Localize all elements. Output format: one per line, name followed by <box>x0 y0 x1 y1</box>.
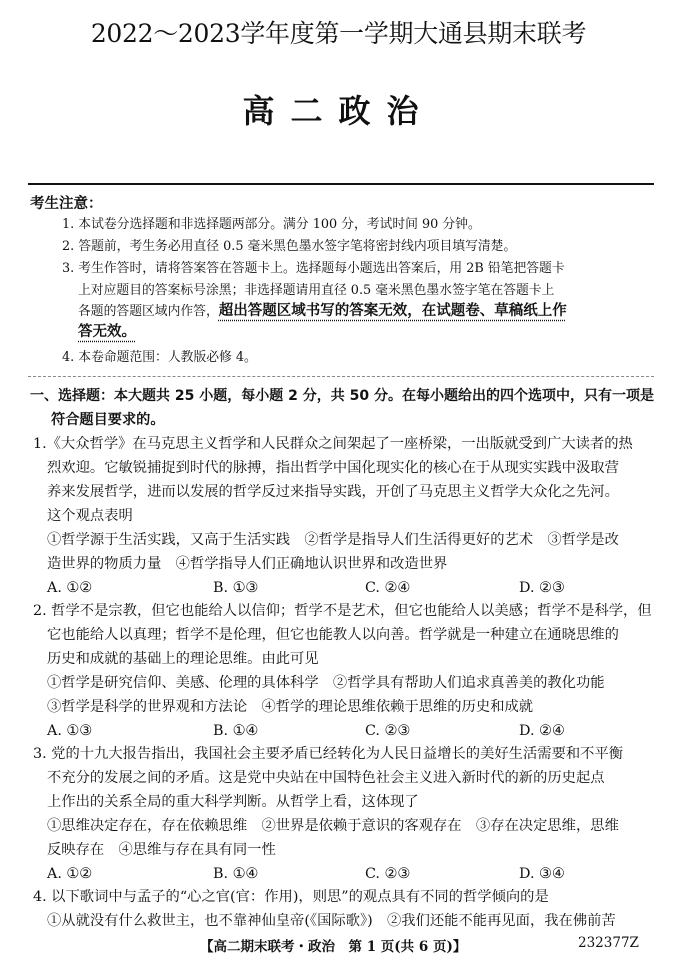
option-b: B. ①③ <box>213 580 259 596</box>
question-4-statement: ①从就没有什么救世主，也不靠神仙皇帝(《国际歌》) ②我们还能不能再见面，我在佛前苦 <box>47 913 616 929</box>
top-divider <box>28 183 654 185</box>
notice-heading: 考生注意： <box>30 196 103 212</box>
question-2-statement: ③哲学是科学的世界观和方法论 ④哲学的理论思维依赖于思维的历史和成就 <box>47 699 534 715</box>
subject-title: 高二政治 <box>242 92 435 130</box>
question-3-statement: 反映存在 ④思维与存在具有同一性 <box>47 842 276 858</box>
question-1-statement: 造世界的物质力量 ④哲学指导人们正确地认识世界和改造世界 <box>47 556 448 572</box>
option-a: A. ①③ <box>47 723 93 739</box>
notice-item-3-plain: 各题的答题区域内作答， <box>78 304 219 319</box>
question-3-statement: ①思维决定存在，存在依赖思维 ②世界是依赖于意识的客观存在 ③存在决定思维，思维 <box>47 818 619 834</box>
option-d: D. ③④ <box>519 866 565 882</box>
footer-code: 232377Z <box>578 935 639 951</box>
question-1-line: 1.《大众哲学》在马克思主义哲学和人民群众之间架起了一座桥梁，一出版就受到广大读者的热 <box>33 436 633 452</box>
question-4-line: 4. 以下歌词中与孟子的“心之官(官：作用)，则思”的观点具有不同的哲学倾向的是 <box>33 889 549 905</box>
option-b: B. ①④ <box>213 866 259 882</box>
option-b: B. ①④ <box>213 723 259 739</box>
question-3-line: 不充分的发展之间的矛盾。这是党中央站在中国特色社会主义进入新时代的新的历史起点 <box>47 770 605 786</box>
question-2-statement: ①哲学是研究信仰、美感、伦理的具体科学 ②哲学具有帮助人们追求真善美的教化功能 <box>47 675 605 691</box>
option-d: D. ②④ <box>519 723 565 739</box>
option-c: C. ②③ <box>365 723 411 739</box>
notice-item-3-emphasis: 超出答题区域书写的答案无效，在试题卷、草稿纸上作 <box>218 303 567 319</box>
option-c: C. ②③ <box>365 866 411 882</box>
notice-item-4: 4. 本卷命题范围：人教版必修 4。 <box>62 350 257 365</box>
notice-item-2: 2. 答题前，考生务必用直径 0.5 毫米黑色墨水签字笔将密封线内项目填写清楚。 <box>62 239 517 254</box>
question-2-line: 历史和成就的基础上的理论思维。由此可见 <box>47 651 319 667</box>
question-1-line: 烈欢迎。它敏锐捕捉到时代的脉搏，指出哲学中国化现实化的核心在于从现实实践中汲取营 <box>47 460 619 476</box>
section-heading-line-1: 一、选择题：本大题共 25 小题，每小题 2 分，共 50 分。在每小题给出的四个选项中，只有一项是 <box>30 388 654 404</box>
section-heading-line-2: 符合题目要求的。 <box>51 412 165 428</box>
notice-item-3-line-3 <box>78 301 567 322</box>
exam-title: 2022～2023学年度第一学期大通县期末联考 <box>90 19 587 48</box>
notice-item-3-emphasis-end: 答无效。 <box>78 324 136 340</box>
notice-item-3-line-1: 3. 考生作答时，请将答案答在答题卡上。选择题每小题选出答案后，用 2B 铅笔把答题卡 <box>62 261 565 276</box>
footer-page-info: 【高二期末联考・政治 第 1 页(共 6 页)】 <box>200 939 467 955</box>
question-3-line: 上作出的关系全局的重大科学判断。从哲学上看，这体现了 <box>47 794 419 810</box>
question-1-line: 这个观点表明 <box>47 508 133 524</box>
notice-item-3-line-2: 上对应题目的答案标号涂黑；非选择题请用直径 0.5 毫米黑色墨水签字笔在答题卡上 <box>78 283 555 298</box>
question-3-line: 3. 党的十九大报告指出，我国社会主要矛盾已经转化为人民日益增长的美好生活需要和不平衡 <box>33 746 624 762</box>
option-c: C. ②④ <box>365 580 411 596</box>
question-1-line: 养来发展哲学，进而以发展的哲学反过来指导实践，开创了马克思主义哲学大众化之先河。 <box>47 484 619 500</box>
option-a: A. ①② <box>47 580 93 596</box>
section-divider <box>28 376 654 377</box>
notice-item-1: 1. 本试卷分选择题和非选择题两部分。满分 100 分，考试时间 90 分钟。 <box>62 217 481 232</box>
question-2-line: 2. 哲学不是宗教，但它也能给人以信仰；哲学不是艺术，但它也能给人以美感；哲学不是科学，但 <box>33 603 652 619</box>
option-d: D. ②③ <box>519 580 565 596</box>
question-1-statement: ①哲学源于生活实践，又高于生活实践 ②哲学是指导人们生活得更好的艺术 ③哲学是改 <box>47 532 619 548</box>
question-2-line: 它也能给人以真理；哲学不是伦理，但它也能教人以向善。哲学就是一种建立在通晓思维的 <box>47 627 619 643</box>
notice-item-3-line-4 <box>78 322 136 343</box>
option-a: A. ①② <box>47 866 93 882</box>
